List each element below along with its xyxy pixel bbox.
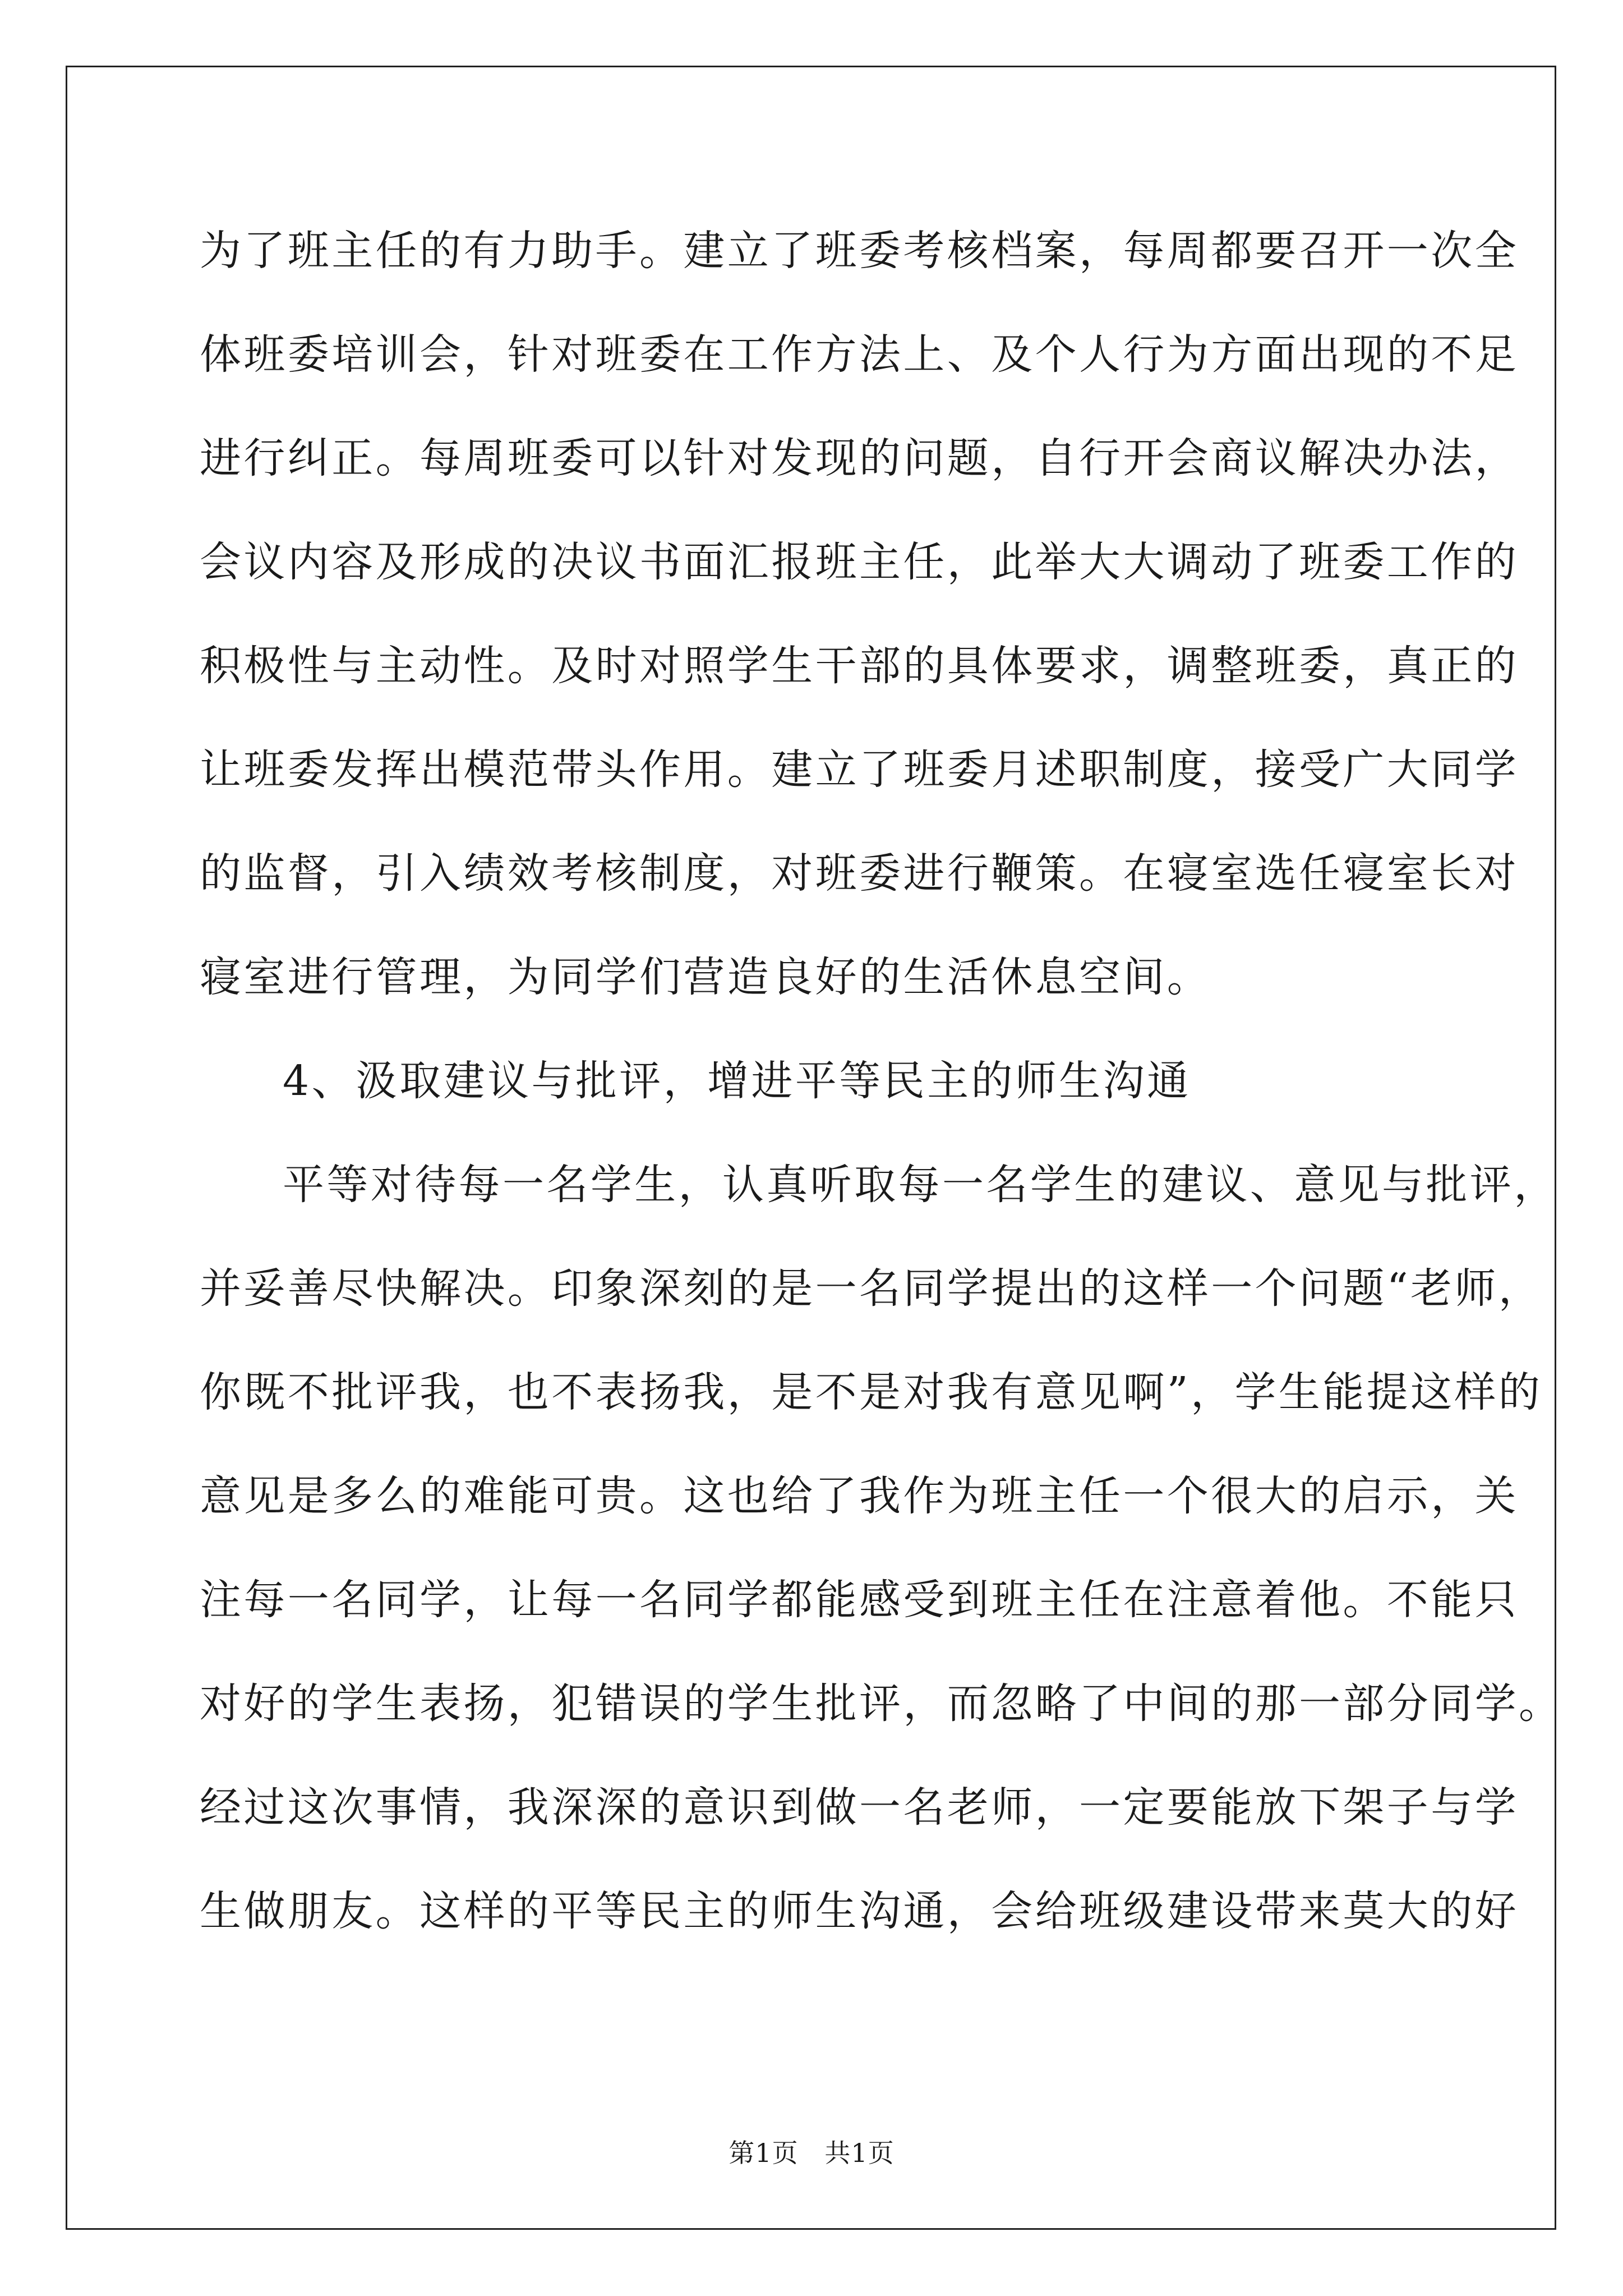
text-line-6: 让班委发挥出模范带头作用。建立了班委月述职制度，接受广大同学 [200, 746, 1519, 794]
text-line-5: 积极性与主动性。及时对照学生干部的具体要求，调整班委，真正的 [200, 642, 1519, 690]
text-line-11: 并妥善尽快解决。印象深刻的是一名同学提出的这样一个问题“老师， [200, 1264, 1543, 1313]
text-line-17: 生做朋友。这样的平等民主的师生沟通，会给班级建设带来莫大的好 [200, 1887, 1519, 1935]
document-body [200, 209, 1563, 1973]
text-line-4: 会议内容及形成的决议书面汇报班主任，此举大大调动了班委工作的 [200, 538, 1519, 586]
text-line-8: 寝室进行管理，为同学们营造良好的生活休息空间。 [200, 953, 1211, 1001]
page-number-footer: 第1页 共1页 [728, 2138, 895, 2168]
text-line-2: 体班委培训会，针对班委在工作方法上、及个人行为方面出现的不足 [200, 330, 1519, 379]
text-line-12: 你既不批评我，也不表扬我，是不是对我有意见啊”，学生能提这样的 [200, 1368, 1543, 1416]
text-line-13: 意见是多么的难能可贵。这也给了我作为班主任一个很大的启示，关 [200, 1472, 1519, 1520]
text-line-3: 进行纠正。每周班委可以针对发现的问题，自行开会商议解决办法， [200, 434, 1519, 482]
text-line-16: 经过这次事情，我深深的意识到做一名老师，一定要能放下架子与学 [200, 1783, 1519, 1832]
text-line-7: 的监督，引入绩效考核制度，对班委进行鞭策。在寝室选任寝室长对 [200, 849, 1519, 898]
text-line-1: 为了班主任的有力助手。建立了班委考核档案，每周都要召开一次全 [200, 227, 1519, 275]
section-heading: 4、汲取建议与批评，增进平等民主的师生沟通 [283, 1057, 1191, 1105]
paragraph-start: 平等对待每一名学生，认真听取每一名学生的建议、意见与批评， [283, 1161, 1558, 1209]
text-line-15: 对好的学生表扬，犯错误的学生批评，而忽略了中间的那一部分同学。 [200, 1680, 1563, 1728]
text-line-14: 注每一名同学，让每一名同学都能感受到班主任在注意着他。不能只 [200, 1576, 1519, 1624]
